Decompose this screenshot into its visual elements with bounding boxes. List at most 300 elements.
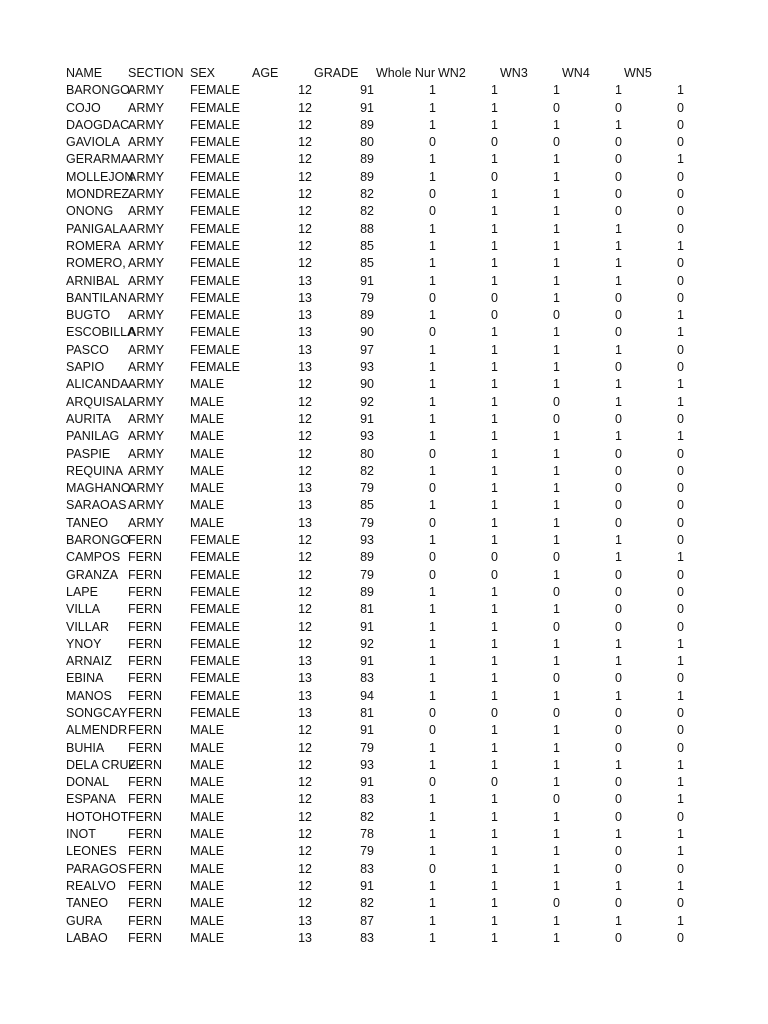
cell-grade: 85 <box>360 238 374 253</box>
cell-section: ARMY <box>128 342 165 357</box>
cell-grade: 91 <box>360 723 374 738</box>
cell-wn2: 1 <box>491 740 498 755</box>
cell-name: COJO <box>66 100 101 115</box>
cell-age: 12 <box>298 602 312 617</box>
cell-whole: 1 <box>429 792 436 807</box>
table-row <box>66 273 696 290</box>
cell-name: GURA <box>66 913 103 928</box>
cell-grade: 79 <box>360 740 374 755</box>
cell-wn4: 0 <box>615 740 622 755</box>
cell-section: FERN <box>128 654 163 669</box>
cell-wn3: 0 <box>553 671 560 686</box>
cell-grade: 92 <box>360 394 374 409</box>
cell-wn5: 0 <box>677 723 684 738</box>
cell-age: 13 <box>298 671 312 686</box>
cell-whole: 1 <box>429 117 436 132</box>
cell-wn3: 0 <box>553 896 560 911</box>
cell-sex: MALE <box>190 844 225 859</box>
cell-wn3: 1 <box>553 533 560 548</box>
cell-name: DELA CRUZ <box>66 757 137 772</box>
cell-age: 13 <box>298 325 312 340</box>
cell-grade: 90 <box>360 325 374 340</box>
cell-sex: FEMALE <box>190 602 241 617</box>
cell-section: ARMY <box>128 204 165 219</box>
cell-wn3: 1 <box>553 187 560 202</box>
cell-age: 13 <box>298 498 312 513</box>
table-row <box>66 290 696 307</box>
cell-wn3: 1 <box>553 913 560 928</box>
cell-wn2: 1 <box>491 481 498 496</box>
table-row <box>66 601 696 618</box>
cell-wn3: 1 <box>553 342 560 357</box>
table-row <box>66 670 696 687</box>
table-row <box>66 446 696 463</box>
cell-grade: 79 <box>360 567 374 582</box>
cell-grade: 78 <box>360 827 374 842</box>
cell-whole: 0 <box>429 325 436 340</box>
cell-wn3: 1 <box>553 757 560 772</box>
cell-wn2: 1 <box>491 602 498 617</box>
cell-grade: 91 <box>360 83 374 98</box>
cell-grade: 91 <box>360 273 374 288</box>
cell-age: 12 <box>298 844 312 859</box>
cell-wn5: 0 <box>677 135 684 150</box>
table-row <box>66 913 696 930</box>
cell-wn4: 0 <box>615 152 622 167</box>
cell-section: ARMY <box>128 290 165 305</box>
cell-wn5: 0 <box>677 705 684 720</box>
cell-section: FERN <box>128 636 163 651</box>
cell-wn2: 1 <box>491 930 498 945</box>
cell-grade: 89 <box>360 169 374 184</box>
cell-age: 13 <box>298 481 312 496</box>
table-row <box>66 100 696 117</box>
cell-wn3: 1 <box>553 827 560 842</box>
cell-wn3: 0 <box>553 135 560 150</box>
cell-wn3: 1 <box>553 204 560 219</box>
cell-wn5: 0 <box>677 117 684 132</box>
cell-name: PASCO <box>66 342 109 357</box>
cell-wn5: 1 <box>677 878 684 893</box>
cell-wn4: 0 <box>615 619 622 634</box>
cell-grade: 85 <box>360 256 374 271</box>
cell-wn3: 0 <box>553 584 560 599</box>
table-row <box>66 497 696 514</box>
cell-whole: 0 <box>429 204 436 219</box>
cell-wn3: 1 <box>553 740 560 755</box>
cell-name: BARONGO <box>66 83 130 98</box>
cell-wn5: 0 <box>677 221 684 236</box>
cell-whole: 1 <box>429 360 436 375</box>
cell-wn5: 0 <box>677 342 684 357</box>
cell-whole: 1 <box>429 152 436 167</box>
cell-whole: 1 <box>429 308 436 323</box>
cell-age: 13 <box>298 273 312 288</box>
cell-wn2: 1 <box>491 878 498 893</box>
cell-wn4: 1 <box>615 757 622 772</box>
cell-age: 12 <box>298 152 312 167</box>
cell-name: ARNAIZ <box>66 654 112 669</box>
cell-sex: FEMALE <box>190 342 241 357</box>
cell-wn2: 1 <box>491 757 498 772</box>
cell-name: ESCOBILLA <box>66 325 136 340</box>
cell-section: ARMY <box>128 394 165 409</box>
table-row <box>66 930 696 947</box>
cell-wn3: 1 <box>553 377 560 392</box>
cell-section: ARMY <box>128 238 165 253</box>
cell-wn3: 0 <box>553 411 560 426</box>
cell-wn3: 0 <box>553 550 560 565</box>
table-row <box>66 342 696 359</box>
cell-wn5: 0 <box>677 187 684 202</box>
cell-name: AURITA <box>66 411 111 426</box>
cell-wn4: 0 <box>615 844 622 859</box>
cell-age: 13 <box>298 705 312 720</box>
cell-age: 13 <box>298 913 312 928</box>
cell-section: ARMY <box>128 446 165 461</box>
cell-age: 12 <box>298 187 312 202</box>
cell-wn4: 0 <box>615 515 622 530</box>
cell-wn3: 1 <box>553 360 560 375</box>
cell-grade: 91 <box>360 100 374 115</box>
cell-whole: 0 <box>429 550 436 565</box>
cell-name: SONGCAY <box>66 705 128 720</box>
cell-sex: FEMALE <box>190 290 241 305</box>
cell-wn3: 1 <box>553 83 560 98</box>
cell-wn2: 1 <box>491 273 498 288</box>
table-row <box>66 359 696 376</box>
header-wn3: WN3 <box>500 66 528 80</box>
cell-wn3: 1 <box>553 169 560 184</box>
cell-section: FERN <box>128 740 163 755</box>
cell-age: 12 <box>298 740 312 755</box>
cell-wn5: 0 <box>677 411 684 426</box>
cell-age: 12 <box>298 584 312 599</box>
cell-grade: 91 <box>360 654 374 669</box>
cell-wn4: 0 <box>615 204 622 219</box>
cell-wn2: 0 <box>491 135 498 150</box>
cell-age: 12 <box>298 377 312 392</box>
cell-wn3: 0 <box>553 705 560 720</box>
cell-wn2: 1 <box>491 83 498 98</box>
cell-wn3: 1 <box>553 602 560 617</box>
cell-wn3: 0 <box>553 394 560 409</box>
cell-whole: 1 <box>429 809 436 824</box>
cell-wn2: 0 <box>491 290 498 305</box>
cell-grade: 93 <box>360 533 374 548</box>
cell-whole: 0 <box>429 723 436 738</box>
cell-wn3: 1 <box>553 429 560 444</box>
cell-sex: FEMALE <box>190 83 241 98</box>
cell-age: 12 <box>298 394 312 409</box>
cell-section: ARMY <box>128 187 165 202</box>
cell-name: CAMPOS <box>66 550 121 565</box>
cell-wn5: 0 <box>677 100 684 115</box>
cell-wn5: 1 <box>677 844 684 859</box>
cell-age: 13 <box>298 688 312 703</box>
cell-grade: 90 <box>360 377 374 392</box>
cell-wn5: 0 <box>677 533 684 548</box>
cell-wn5: 1 <box>677 550 684 565</box>
cell-sex: FEMALE <box>190 273 241 288</box>
cell-wn4: 1 <box>615 654 622 669</box>
cell-section: ARMY <box>128 325 165 340</box>
cell-name: BANTILAN <box>66 290 128 305</box>
cell-section: ARMY <box>128 256 165 271</box>
cell-wn2: 1 <box>491 671 498 686</box>
cell-name: PASPIE <box>66 446 111 461</box>
cell-wn4: 0 <box>615 463 622 478</box>
cell-grade: 94 <box>360 688 374 703</box>
cell-grade: 92 <box>360 636 374 651</box>
cell-section: FERN <box>128 533 163 548</box>
cell-section: FERN <box>128 550 163 565</box>
cell-wn2: 1 <box>491 844 498 859</box>
cell-section: ARMY <box>128 308 165 323</box>
cell-wn5: 1 <box>677 636 684 651</box>
cell-wn5: 0 <box>677 809 684 824</box>
cell-wn3: 1 <box>553 809 560 824</box>
cell-age: 12 <box>298 723 312 738</box>
cell-grade: 81 <box>360 705 374 720</box>
cell-sex: FEMALE <box>190 325 241 340</box>
cell-wn4: 0 <box>615 809 622 824</box>
cell-age: 12 <box>298 83 312 98</box>
cell-name: ALICANDA <box>66 377 129 392</box>
cell-sex: FEMALE <box>190 117 241 132</box>
cell-whole: 1 <box>429 256 436 271</box>
cell-wn5: 1 <box>677 325 684 340</box>
cell-wn4: 0 <box>615 498 622 513</box>
cell-age: 12 <box>298 757 312 772</box>
cell-whole: 0 <box>429 187 436 202</box>
table-row <box>66 653 696 670</box>
cell-wn3: 1 <box>553 117 560 132</box>
cell-name: EBINA <box>66 671 104 686</box>
cell-whole: 1 <box>429 100 436 115</box>
cell-section: FERN <box>128 757 163 772</box>
cell-section: ARMY <box>128 463 165 478</box>
table-row <box>66 515 696 532</box>
cell-wn2: 1 <box>491 152 498 167</box>
cell-section: ARMY <box>128 117 165 132</box>
cell-grade: 91 <box>360 878 374 893</box>
cell-wn5: 0 <box>677 602 684 617</box>
cell-section: FERN <box>128 913 163 928</box>
cell-wn3: 1 <box>553 930 560 945</box>
cell-sex: FEMALE <box>190 688 241 703</box>
cell-whole: 1 <box>429 896 436 911</box>
cell-name: SAPIO <box>66 360 105 375</box>
cell-whole: 0 <box>429 861 436 876</box>
table-row <box>66 878 696 895</box>
cell-grade: 91 <box>360 775 374 790</box>
cell-whole: 0 <box>429 481 436 496</box>
cell-section: FERN <box>128 723 163 738</box>
cell-name: DAOGDAC <box>66 117 130 132</box>
cell-section: ARMY <box>128 135 165 150</box>
cell-name: ARQUISAL <box>66 394 130 409</box>
cell-sex: MALE <box>190 930 225 945</box>
cell-wn3: 1 <box>553 152 560 167</box>
cell-wn2: 1 <box>491 394 498 409</box>
cell-wn4: 1 <box>615 117 622 132</box>
cell-sex: FEMALE <box>190 584 241 599</box>
cell-wn5: 1 <box>677 394 684 409</box>
cell-name: ARNIBAL <box>66 273 120 288</box>
cell-age: 12 <box>298 619 312 634</box>
cell-wn4: 1 <box>615 550 622 565</box>
cell-sex: MALE <box>190 394 225 409</box>
cell-section: ARMY <box>128 100 165 115</box>
cell-sex: MALE <box>190 498 225 513</box>
cell-age: 12 <box>298 117 312 132</box>
cell-wn2: 1 <box>491 256 498 271</box>
cell-whole: 1 <box>429 584 436 599</box>
cell-wn4: 0 <box>615 584 622 599</box>
cell-name: DONAL <box>66 775 110 790</box>
cell-whole: 1 <box>429 844 436 859</box>
cell-wn2: 1 <box>491 238 498 253</box>
cell-wn2: 1 <box>491 463 498 478</box>
cell-wn5: 1 <box>677 913 684 928</box>
cell-wn5: 0 <box>677 930 684 945</box>
header-grade: GRADE <box>314 66 359 80</box>
cell-section: FERN <box>128 878 163 893</box>
cell-section: ARMY <box>128 221 165 236</box>
cell-sex: MALE <box>190 463 225 478</box>
cell-whole: 1 <box>429 757 436 772</box>
cell-wn3: 1 <box>553 515 560 530</box>
cell-wn4: 0 <box>615 775 622 790</box>
cell-wn2: 0 <box>491 308 498 323</box>
cell-sex: MALE <box>190 740 225 755</box>
cell-name: GRANZA <box>66 567 119 582</box>
cell-grade: 83 <box>360 930 374 945</box>
cell-section: ARMY <box>128 169 165 184</box>
cell-age: 12 <box>298 775 312 790</box>
cell-grade: 79 <box>360 844 374 859</box>
cell-wn4: 0 <box>615 135 622 150</box>
cell-name: MANOS <box>66 688 112 703</box>
table-row <box>66 428 696 445</box>
cell-wn3: 1 <box>553 498 560 513</box>
cell-sex: MALE <box>190 757 225 772</box>
cell-sex: MALE <box>190 723 225 738</box>
cell-wn2: 1 <box>491 688 498 703</box>
table-row <box>66 567 696 584</box>
cell-age: 12 <box>298 256 312 271</box>
cell-sex: FEMALE <box>190 221 241 236</box>
cell-age: 12 <box>298 446 312 461</box>
cell-age: 12 <box>298 411 312 426</box>
cell-wn2: 1 <box>491 117 498 132</box>
cell-sex: FEMALE <box>190 533 241 548</box>
cell-wn4: 0 <box>615 169 622 184</box>
cell-name: TANEO <box>66 896 109 911</box>
cell-name: PARAGOS <box>66 861 127 876</box>
cell-whole: 1 <box>429 688 436 703</box>
cell-whole: 1 <box>429 411 436 426</box>
cell-section: ARMY <box>128 481 165 496</box>
table-row <box>66 376 696 393</box>
cell-wn4: 0 <box>615 100 622 115</box>
cell-wn4: 0 <box>615 792 622 807</box>
cell-whole: 0 <box>429 135 436 150</box>
cell-age: 12 <box>298 238 312 253</box>
cell-sex: MALE <box>190 446 225 461</box>
cell-wn3: 1 <box>553 636 560 651</box>
header-wn5: WN5 <box>624 66 652 80</box>
cell-wn2: 1 <box>491 913 498 928</box>
cell-name: HOTOHOT <box>66 809 129 824</box>
cell-wn2: 1 <box>491 377 498 392</box>
cell-wn2: 1 <box>491 827 498 842</box>
header-section: SECTION <box>128 66 184 80</box>
cell-wn2: 1 <box>491 654 498 669</box>
table-body <box>66 82 696 947</box>
cell-wn2: 1 <box>491 723 498 738</box>
cell-wn3: 1 <box>553 290 560 305</box>
cell-name: MAGHANO <box>66 481 131 496</box>
cell-wn2: 1 <box>491 446 498 461</box>
cell-grade: 87 <box>360 913 374 928</box>
table-row <box>66 843 696 860</box>
cell-name: MONDREZ <box>66 187 130 202</box>
cell-sex: FEMALE <box>190 204 241 219</box>
cell-age: 12 <box>298 100 312 115</box>
cell-whole: 1 <box>429 913 436 928</box>
cell-section: FERN <box>128 671 163 686</box>
cell-wn2: 1 <box>491 515 498 530</box>
cell-age: 12 <box>298 463 312 478</box>
cell-age: 13 <box>298 342 312 357</box>
cell-wn5: 1 <box>677 308 684 323</box>
cell-wn3: 1 <box>553 878 560 893</box>
cell-age: 12 <box>298 878 312 893</box>
cell-wn4: 0 <box>615 325 622 340</box>
cell-sex: FEMALE <box>190 308 241 323</box>
cell-age: 12 <box>298 135 312 150</box>
cell-whole: 0 <box>429 567 436 582</box>
table-row <box>66 757 696 774</box>
cell-grade: 93 <box>360 360 374 375</box>
cell-wn4: 0 <box>615 411 622 426</box>
table-row <box>66 532 696 549</box>
table-row <box>66 705 696 722</box>
cell-wn2: 1 <box>491 204 498 219</box>
cell-grade: 82 <box>360 896 374 911</box>
cell-wn2: 1 <box>491 498 498 513</box>
cell-grade: 89 <box>360 584 374 599</box>
cell-wn5: 0 <box>677 896 684 911</box>
cell-grade: 82 <box>360 204 374 219</box>
cell-grade: 93 <box>360 757 374 772</box>
header-wn4: WN4 <box>562 66 590 80</box>
cell-age: 13 <box>298 360 312 375</box>
cell-name: REALVO <box>66 878 116 893</box>
cell-wn4: 1 <box>615 221 622 236</box>
header-whole-number: Whole Nur <box>376 66 436 80</box>
cell-age: 12 <box>298 169 312 184</box>
cell-whole: 0 <box>429 775 436 790</box>
cell-wn2: 1 <box>491 861 498 876</box>
cell-whole: 1 <box>429 342 436 357</box>
cell-wn3: 1 <box>553 273 560 288</box>
cell-wn5: 1 <box>677 429 684 444</box>
cell-name: BUGTO <box>66 308 111 323</box>
cell-wn5: 0 <box>677 256 684 271</box>
